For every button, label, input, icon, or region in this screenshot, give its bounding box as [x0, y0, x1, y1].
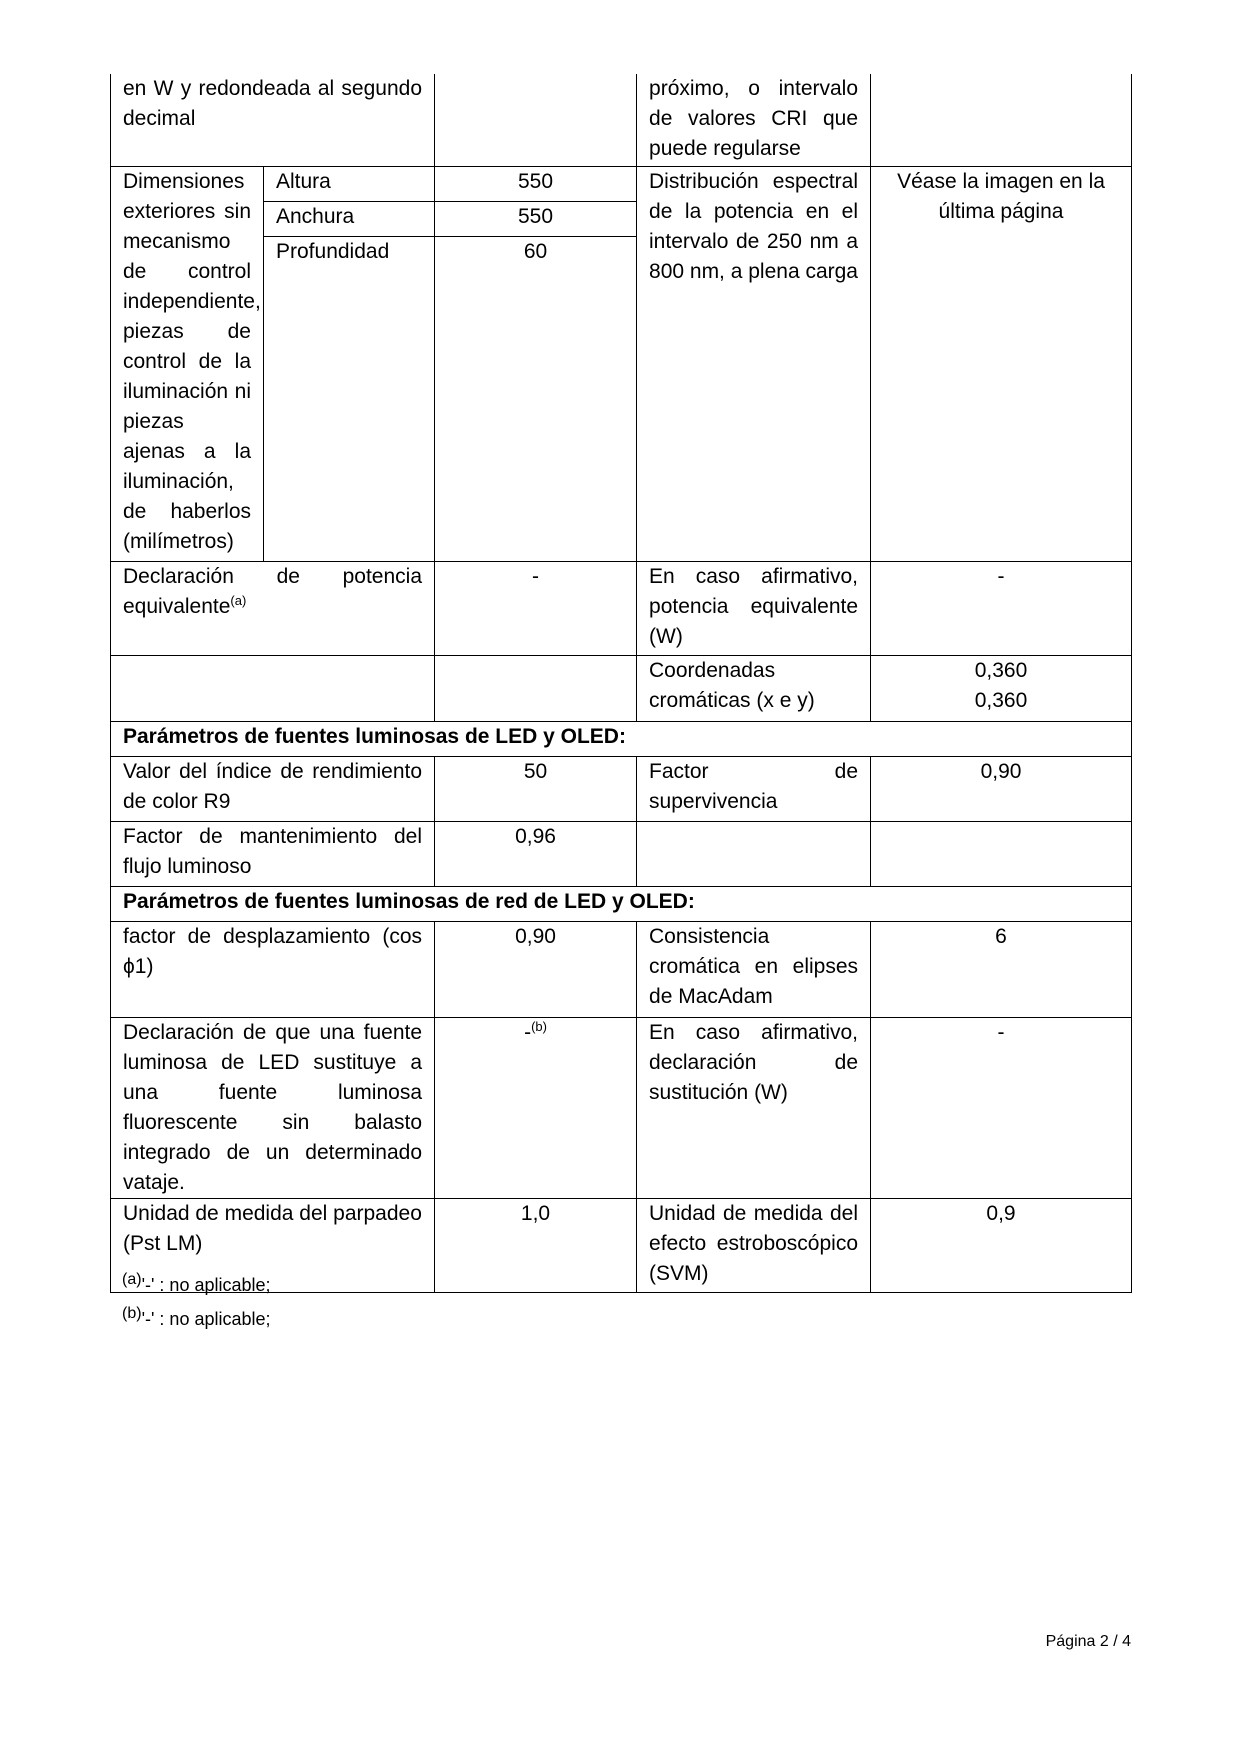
- section-header-mains: Parámetros de fuentes luminosas de red de LED y OLED:: [111, 886, 1132, 921]
- footnote-ref-b: (b): [531, 1018, 547, 1034]
- cell-cri-label: próximo, o intervalo de valores CRI que puede regularse: [637, 74, 871, 166]
- cell-lumen-label: Factor de mantenimiento del flujo luminoso: [111, 821, 435, 886]
- cell-survival-label: Factor de supervivencia: [637, 756, 871, 821]
- cell-empty: [871, 74, 1132, 166]
- cell-empty: [637, 821, 871, 886]
- cell-power-rounding: en W y redondeada al segundo decimal: [111, 74, 435, 166]
- table-row: [111, 1017, 1132, 1198]
- cell-macadam-value: 6: [871, 921, 1132, 1017]
- cell-equiv-power-label: [111, 561, 435, 655]
- footnote-text: '-' : no aplicable;: [141, 1309, 271, 1329]
- chroma-x-value: 0,360: [974, 658, 1028, 682]
- footnotes: [122, 1268, 271, 1336]
- footnote-b: [122, 1302, 271, 1336]
- cell-r9-value: 50: [435, 756, 637, 821]
- footnote-mark: (a): [122, 1271, 142, 1288]
- cell-macadam-label: Consistencia cromática en elipses de MacAdam: [637, 921, 871, 1017]
- equiv-power-text: Declaración de potencia equivalente: [123, 564, 423, 618]
- cell-equiv-power-value: -: [435, 561, 637, 655]
- cell-anchura-label: Anchura: [264, 201, 435, 236]
- cell-anchura-value: 550: [435, 201, 637, 236]
- cell-empty: [871, 821, 1132, 886]
- cell-empty: [111, 655, 435, 721]
- cell-replace-label: Declaración de que una fuente luminosa de LED sustituye a una fuente luminosa fluorescente sin balasto integrado de un determinado vataje.: [111, 1017, 435, 1198]
- table-row: [111, 821, 1132, 886]
- cell-replace-value: [435, 1017, 637, 1198]
- chroma-y-value: 0,360: [974, 688, 1028, 712]
- cell-cosphi-value: 0,90: [435, 921, 637, 1017]
- replace-value-text: -: [524, 1020, 532, 1044]
- cell-svm-label: Unidad de medida del efecto estroboscópico (SVM): [637, 1198, 871, 1292]
- table-row: [111, 561, 1132, 655]
- cell-spectral-value: Véase la imagen en la última página: [871, 166, 1132, 561]
- footnote-mark: (b): [122, 1305, 142, 1322]
- table-row: [111, 886, 1132, 921]
- table-row: [111, 756, 1132, 821]
- cell-spectral-label: Distribución espectral de la potencia en el intervalo de 250 nm a 800 nm, a plena carga: [637, 166, 871, 561]
- cell-replace-w-label: En caso afirmativo, declaración de sustitución (W): [637, 1017, 871, 1198]
- table-row: [111, 655, 1132, 721]
- cell-flicker-value: 1,0: [435, 1198, 637, 1292]
- cell-altura-value: 550: [435, 166, 637, 201]
- cell-lumen-value: 0,96: [435, 821, 637, 886]
- cell-dimensions-label: Dimensiones exteriores sin mecanismo de control independiente, piezas de control de la iluminación ni piezas ajenas a la iluminación, de haberlos (milímetros): [111, 166, 264, 561]
- cell-profundidad-value: 60: [435, 236, 637, 561]
- section-header-led: Parámetros de fuentes luminosas de LED y OLED:: [111, 721, 1132, 756]
- cell-equiv-power-w-label: En caso afirmativo, potencia equivalente (W): [637, 561, 871, 655]
- cell-altura-label: Altura: [264, 166, 435, 201]
- footnote-text: '-' : no aplicable;: [141, 1275, 271, 1295]
- spec-table: [110, 74, 1132, 1293]
- cell-empty: [435, 74, 637, 166]
- cell-svm-value: 0,9: [871, 1198, 1132, 1292]
- table-row: [111, 721, 1132, 756]
- page-number: Página 2 / 4: [1045, 1633, 1131, 1650]
- table-row: [111, 921, 1132, 1017]
- cell-profundidad-label: Profundidad: [264, 236, 435, 561]
- cell-flicker-label: Unidad de medida del parpadeo (Pst LM): [111, 1198, 435, 1292]
- cell-chroma-label: Coordenadas cromáticas (x e y): [637, 655, 871, 721]
- table-row: [111, 74, 1132, 166]
- footnote-ref-a: (a): [230, 592, 247, 608]
- cell-survival-value: 0,90: [871, 756, 1132, 821]
- cell-replace-w-value: -: [871, 1017, 1132, 1198]
- cell-equiv-power-w-value: -: [871, 561, 1132, 655]
- cell-chroma-values: [871, 655, 1132, 721]
- footnote-a: [122, 1268, 271, 1302]
- cell-cosphi-label: factor de desplazamiento (cos ϕ1): [111, 921, 435, 1017]
- cell-r9-label: Valor del índice de rendimiento de color R9: [111, 756, 435, 821]
- table-row: [111, 166, 1132, 201]
- cell-empty: [435, 655, 637, 721]
